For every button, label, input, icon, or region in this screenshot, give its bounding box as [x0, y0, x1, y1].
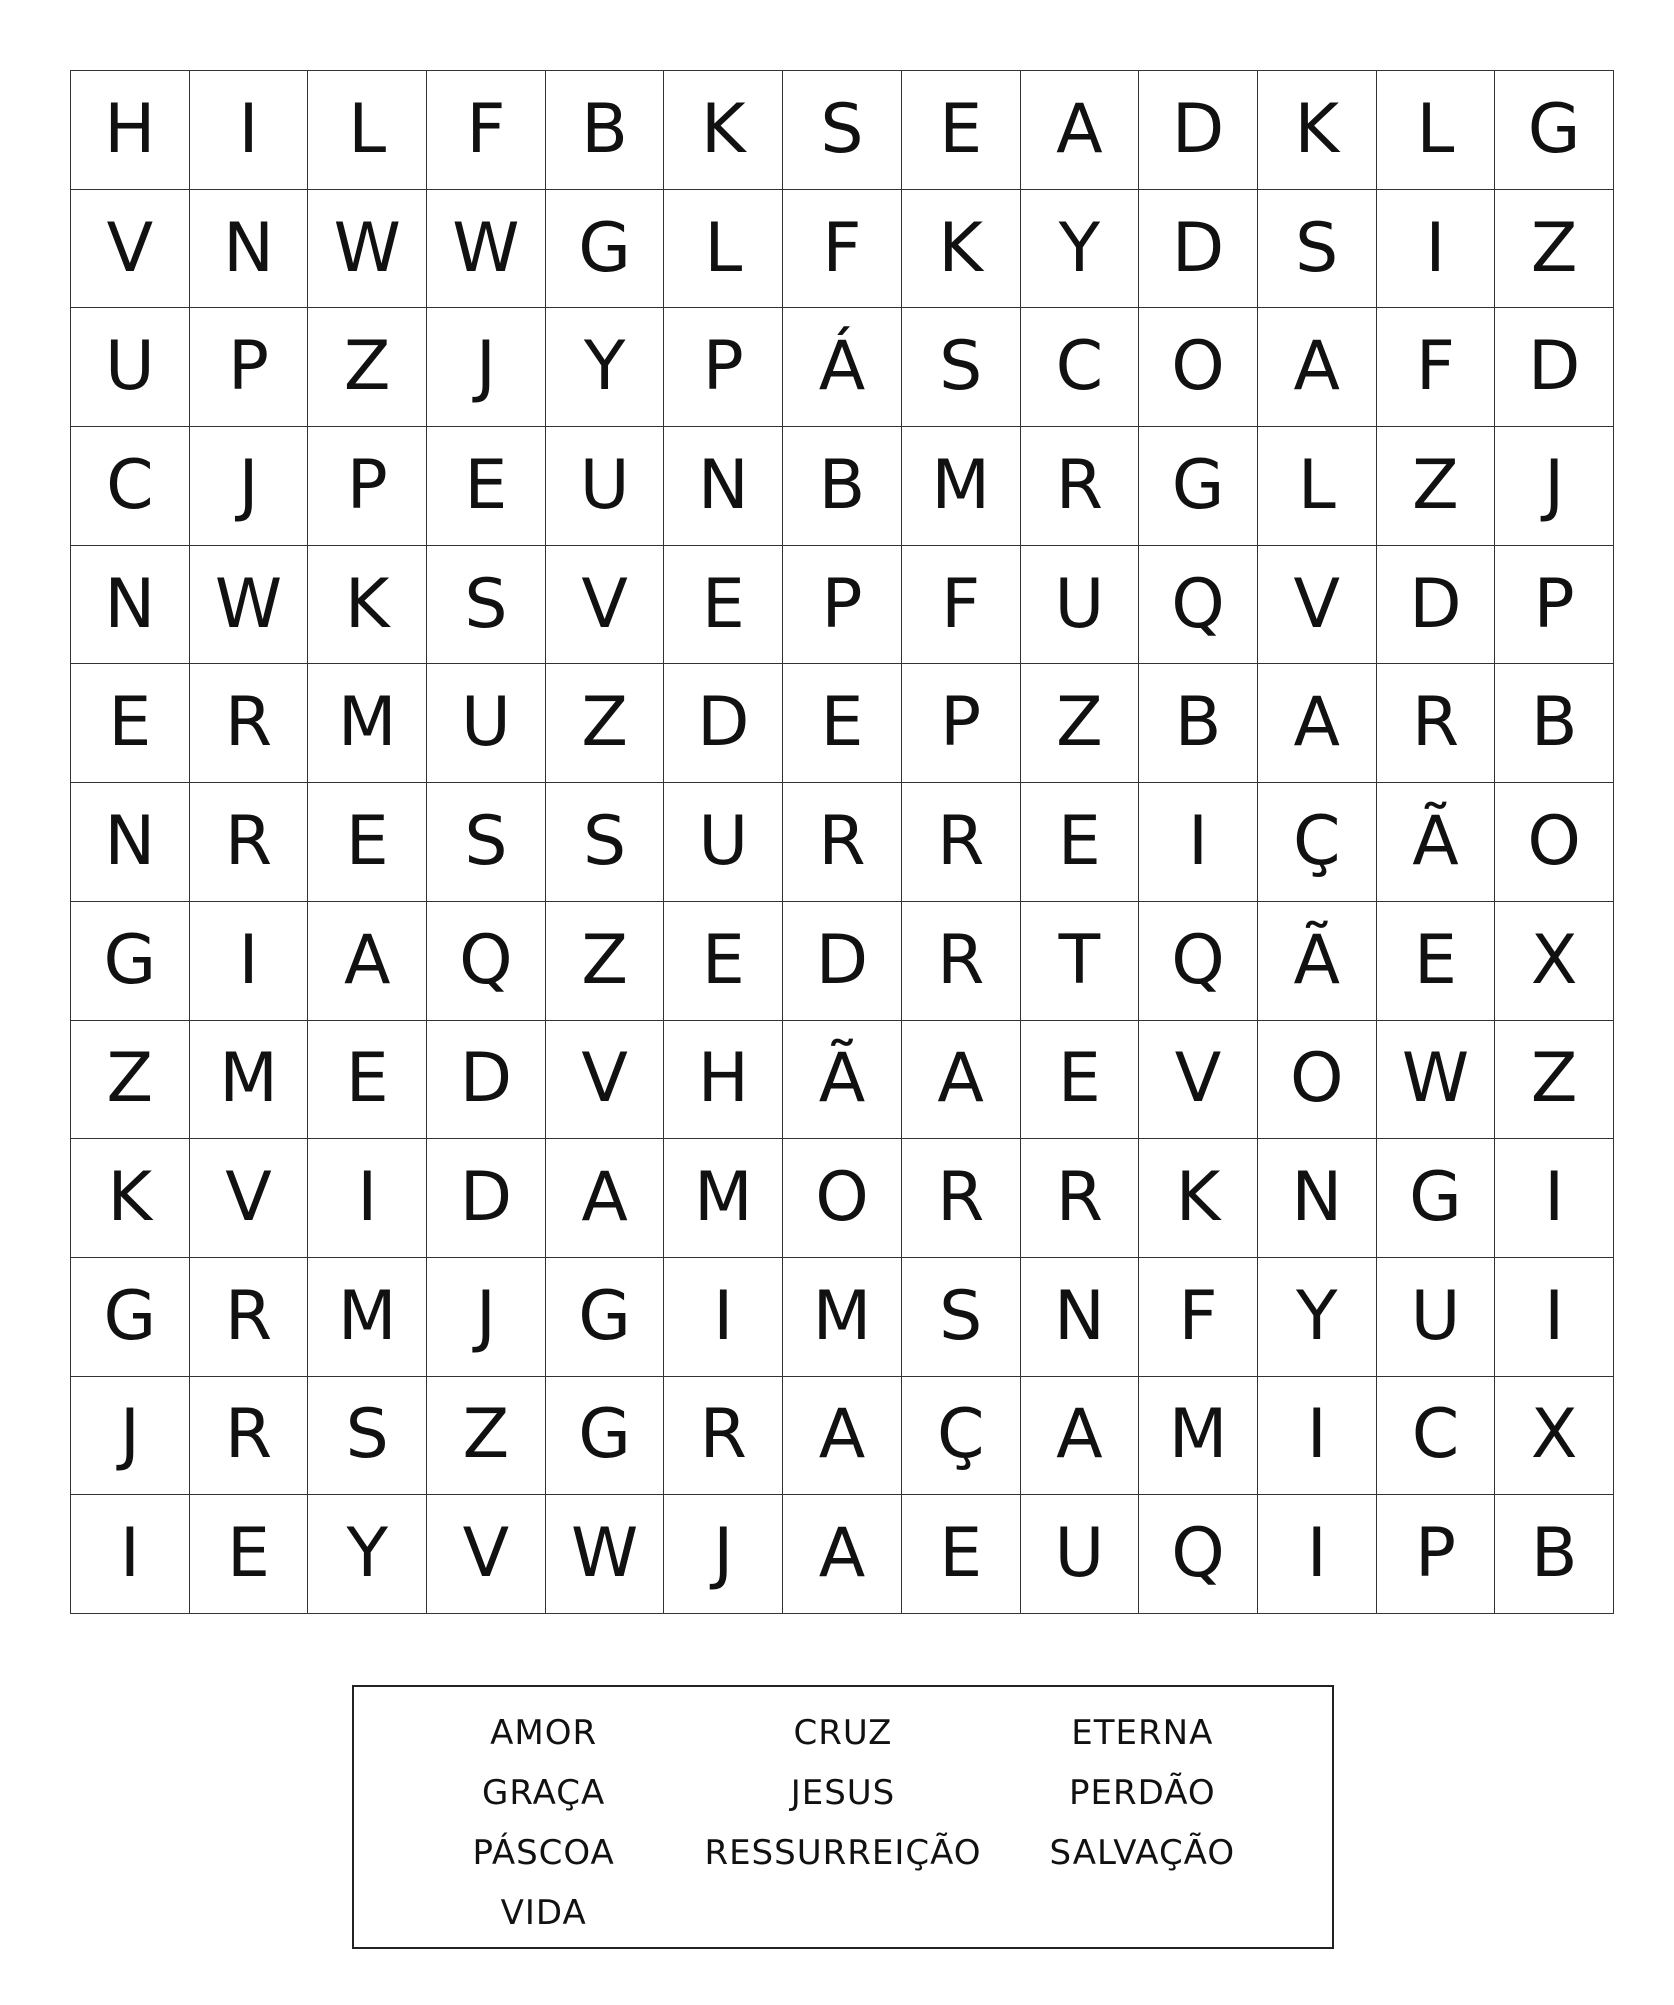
grid-cell[interactable]: I: [1377, 190, 1496, 309]
grid-cell[interactable]: L: [664, 190, 783, 309]
grid-cell[interactable]: E: [783, 664, 902, 783]
grid-cell[interactable]: N: [71, 546, 190, 665]
grid-cell[interactable]: A: [902, 1021, 1021, 1140]
grid-cell[interactable]: A: [1021, 71, 1140, 190]
grid-cell[interactable]: L: [1377, 71, 1496, 190]
grid-cell[interactable]: J: [664, 1495, 783, 1614]
grid-cell[interactable]: Q: [1139, 902, 1258, 1021]
grid-cell[interactable]: I: [1258, 1377, 1377, 1496]
grid-cell[interactable]: G: [546, 1258, 665, 1377]
grid-cell[interactable]: Y: [1021, 190, 1140, 309]
grid-cell[interactable]: E: [308, 783, 427, 902]
grid-cell[interactable]: Y: [546, 308, 665, 427]
grid-cell[interactable]: W: [546, 1495, 665, 1614]
grid-cell[interactable]: E: [71, 664, 190, 783]
grid-cell[interactable]: H: [664, 1021, 783, 1140]
grid-cell[interactable]: M: [308, 1258, 427, 1377]
grid-cell[interactable]: S: [427, 783, 546, 902]
grid-cell[interactable]: G: [1495, 71, 1614, 190]
word-list-column: [394, 1703, 693, 1947]
grid-cell[interactable]: W: [427, 190, 546, 309]
grid-cell[interactable]: E: [664, 546, 783, 665]
grid-cell[interactable]: J: [427, 1258, 546, 1377]
grid-cell[interactable]: Y: [308, 1495, 427, 1614]
grid-cell[interactable]: V: [427, 1495, 546, 1614]
grid-cell[interactable]: D: [1139, 71, 1258, 190]
grid-cell[interactable]: U: [664, 783, 783, 902]
grid-cell[interactable]: R: [783, 783, 902, 902]
grid-cell[interactable]: E: [902, 1495, 1021, 1614]
grid-cell[interactable]: M: [1139, 1377, 1258, 1496]
grid-cell[interactable]: R: [190, 664, 309, 783]
grid-cell[interactable]: F: [902, 546, 1021, 665]
grid-cell[interactable]: S: [902, 1258, 1021, 1377]
grid-cell[interactable]: N: [664, 427, 783, 546]
grid-cell[interactable]: O: [1495, 783, 1614, 902]
grid-cell[interactable]: A: [1258, 664, 1377, 783]
grid-cell[interactable]: O: [783, 1139, 902, 1258]
grid-cell[interactable]: V: [1258, 546, 1377, 665]
grid-cell[interactable]: W: [308, 190, 427, 309]
grid-cell[interactable]: B: [1139, 664, 1258, 783]
grid-cell[interactable]: N: [190, 190, 309, 309]
grid-cell[interactable]: H: [71, 71, 190, 190]
grid-cell[interactable]: M: [190, 1021, 309, 1140]
grid-cell[interactable]: O: [1139, 308, 1258, 427]
grid-cell[interactable]: K: [902, 190, 1021, 309]
grid-cell[interactable]: D: [1495, 308, 1614, 427]
grid-cell[interactable]: E: [190, 1495, 309, 1614]
grid-cell[interactable]: U: [546, 427, 665, 546]
grid-cell[interactable]: S: [1258, 190, 1377, 309]
grid-cell[interactable]: D: [1377, 546, 1496, 665]
grid-cell[interactable]: I: [71, 1495, 190, 1614]
grid-cell[interactable]: R: [1021, 1139, 1140, 1258]
grid-cell[interactable]: Ç: [902, 1377, 1021, 1496]
grid-cell[interactable]: Z: [308, 308, 427, 427]
grid-cell[interactable]: F: [783, 190, 902, 309]
grid-cell[interactable]: W: [1377, 1021, 1496, 1140]
grid-cell[interactable]: T: [1021, 902, 1140, 1021]
word-list-item: CRUZ: [793, 1713, 893, 1753]
grid-cell[interactable]: P: [1377, 1495, 1496, 1614]
grid-cell[interactable]: B: [783, 427, 902, 546]
grid-cell[interactable]: N: [1258, 1139, 1377, 1258]
grid-cell[interactable]: Ã: [1258, 902, 1377, 1021]
grid-cell[interactable]: D: [664, 664, 783, 783]
grid-cell[interactable]: S: [902, 308, 1021, 427]
grid-cell[interactable]: C: [71, 427, 190, 546]
grid-cell[interactable]: K: [71, 1139, 190, 1258]
word-list-column: [693, 1703, 992, 1947]
grid-cell[interactable]: D: [427, 1021, 546, 1140]
grid-cell[interactable]: I: [1495, 1139, 1614, 1258]
grid-cell[interactable]: J: [71, 1377, 190, 1496]
grid-cell[interactable]: E: [1021, 783, 1140, 902]
grid-cell[interactable]: Ã: [783, 1021, 902, 1140]
grid-cell[interactable]: V: [1139, 1021, 1258, 1140]
grid-cell[interactable]: B: [1495, 664, 1614, 783]
grid-cell[interactable]: P: [1495, 546, 1614, 665]
grid-cell[interactable]: Z: [1495, 190, 1614, 309]
word-list-item: GRAÇA: [482, 1773, 606, 1813]
grid-cell[interactable]: R: [902, 902, 1021, 1021]
grid-cell[interactable]: E: [1377, 902, 1496, 1021]
grid-cell[interactable]: F: [1377, 308, 1496, 427]
grid-cell[interactable]: Y: [1258, 1258, 1377, 1377]
grid-cell[interactable]: Ç: [1258, 783, 1377, 902]
letter-grid: [70, 70, 1614, 1614]
grid-cell[interactable]: I: [664, 1258, 783, 1377]
grid-cell[interactable]: Ã: [1377, 783, 1496, 902]
grid-cell[interactable]: U: [1377, 1258, 1496, 1377]
grid-cell[interactable]: E: [902, 71, 1021, 190]
grid-cell[interactable]: P: [190, 308, 309, 427]
grid-cell[interactable]: J: [190, 427, 309, 546]
grid-cell[interactable]: K: [664, 71, 783, 190]
word-list-column: [993, 1703, 1292, 1947]
grid-cell[interactable]: E: [664, 902, 783, 1021]
grid-cell[interactable]: Q: [1139, 1495, 1258, 1614]
grid-cell[interactable]: Q: [427, 902, 546, 1021]
grid-cell[interactable]: R: [190, 1377, 309, 1496]
grid-cell[interactable]: I: [1139, 783, 1258, 902]
grid-cell[interactable]: K: [1139, 1139, 1258, 1258]
grid-cell[interactable]: G: [546, 190, 665, 309]
word-list-item: RESSURREIÇÃO: [704, 1833, 982, 1873]
grid-cell[interactable]: X: [1495, 902, 1614, 1021]
grid-cell[interactable]: G: [546, 1377, 665, 1496]
grid-cell[interactable]: Z: [1495, 1021, 1614, 1140]
grid-cell[interactable]: R: [902, 1139, 1021, 1258]
word-list-item: ETERNA: [1071, 1713, 1214, 1753]
grid-cell[interactable]: I: [1258, 1495, 1377, 1614]
grid-cell[interactable]: R: [902, 783, 1021, 902]
grid-cell[interactable]: A: [1258, 308, 1377, 427]
grid-cell[interactable]: A: [1021, 1377, 1140, 1496]
grid-cell[interactable]: U: [1021, 1495, 1140, 1614]
grid-cell[interactable]: W: [190, 546, 309, 665]
grid-cell[interactable]: V: [546, 546, 665, 665]
grid-cell[interactable]: D: [1139, 190, 1258, 309]
grid-cell[interactable]: Á: [783, 308, 902, 427]
grid-cell[interactable]: G: [1377, 1139, 1496, 1258]
word-list-item: JESUS: [790, 1773, 896, 1813]
grid-cell[interactable]: C: [1021, 308, 1140, 427]
grid-cell[interactable]: G: [1139, 427, 1258, 546]
grid-cell[interactable]: Z: [1021, 664, 1140, 783]
grid-cell[interactable]: P: [664, 308, 783, 427]
grid-cell[interactable]: K: [308, 546, 427, 665]
grid-cell[interactable]: N: [1021, 1258, 1140, 1377]
grid-cell[interactable]: A: [783, 1377, 902, 1496]
grid-cell[interactable]: Z: [546, 902, 665, 1021]
grid-cell[interactable]: E: [1021, 1021, 1140, 1140]
grid-cell[interactable]: J: [1495, 427, 1614, 546]
grid-cell[interactable]: R: [664, 1377, 783, 1496]
grid-cell[interactable]: R: [190, 1258, 309, 1377]
grid-cell[interactable]: F: [1139, 1258, 1258, 1377]
word-list-box: [352, 1685, 1334, 1949]
grid-cell[interactable]: V: [71, 190, 190, 309]
word-list-item: SALVAÇÃO: [1049, 1833, 1236, 1873]
grid-cell[interactable]: R: [1377, 664, 1496, 783]
grid-cell[interactable]: I: [308, 1139, 427, 1258]
grid-cell[interactable]: P: [902, 664, 1021, 783]
grid-cell[interactable]: M: [783, 1258, 902, 1377]
grid-cell[interactable]: E: [427, 427, 546, 546]
grid-cell[interactable]: X: [1495, 1377, 1614, 1496]
grid-cell[interactable]: B: [1495, 1495, 1614, 1614]
word-list-item: VIDA: [500, 1893, 587, 1933]
word-list-item: PERDÃO: [1069, 1773, 1216, 1813]
grid-cell[interactable]: V: [546, 1021, 665, 1140]
word-list-item: PÁSCOA: [472, 1833, 615, 1873]
grid-cell[interactable]: U: [71, 308, 190, 427]
grid-cell[interactable]: V: [190, 1139, 309, 1258]
grid-cell[interactable]: E: [308, 1021, 427, 1140]
grid-cell[interactable]: B: [546, 71, 665, 190]
grid-cell[interactable]: M: [664, 1139, 783, 1258]
grid-cell[interactable]: M: [902, 427, 1021, 546]
grid-cell[interactable]: L: [1258, 427, 1377, 546]
grid-cell[interactable]: A: [546, 1139, 665, 1258]
word-list-item: AMOR: [490, 1713, 598, 1753]
grid-cell[interactable]: G: [71, 1258, 190, 1377]
grid-cell[interactable]: R: [190, 783, 309, 902]
grid-cell[interactable]: Z: [71, 1021, 190, 1140]
grid-cell[interactable]: J: [427, 308, 546, 427]
grid-cell[interactable]: S: [427, 546, 546, 665]
grid-cell[interactable]: A: [783, 1495, 902, 1614]
grid-cell[interactable]: P: [783, 546, 902, 665]
grid-cell[interactable]: C: [1377, 1377, 1496, 1496]
grid-cell[interactable]: D: [427, 1139, 546, 1258]
grid-cell[interactable]: I: [190, 902, 309, 1021]
grid-cell[interactable]: Z: [546, 664, 665, 783]
grid-cell[interactable]: Z: [1377, 427, 1496, 546]
grid-cell[interactable]: S: [308, 1377, 427, 1496]
grid-cell[interactable]: U: [427, 664, 546, 783]
grid-cell[interactable]: G: [71, 902, 190, 1021]
grid-cell[interactable]: L: [308, 71, 427, 190]
grid-cell[interactable]: M: [308, 664, 427, 783]
grid-cell[interactable]: F: [427, 71, 546, 190]
grid-cell[interactable]: K: [1258, 71, 1377, 190]
grid-cell[interactable]: Z: [427, 1377, 546, 1496]
grid-cell[interactable]: R: [1021, 427, 1140, 546]
grid-cell[interactable]: Q: [1139, 546, 1258, 665]
grid-cell[interactable]: S: [783, 71, 902, 190]
grid-cell[interactable]: N: [71, 783, 190, 902]
grid-cell[interactable]: I: [190, 71, 309, 190]
grid-cell[interactable]: I: [1495, 1258, 1614, 1377]
grid-cell[interactable]: S: [546, 783, 665, 902]
grid-cell[interactable]: A: [308, 902, 427, 1021]
grid-cell[interactable]: P: [308, 427, 427, 546]
grid-cell[interactable]: O: [1258, 1021, 1377, 1140]
grid-cell[interactable]: D: [783, 902, 902, 1021]
grid-cell[interactable]: U: [1021, 546, 1140, 665]
